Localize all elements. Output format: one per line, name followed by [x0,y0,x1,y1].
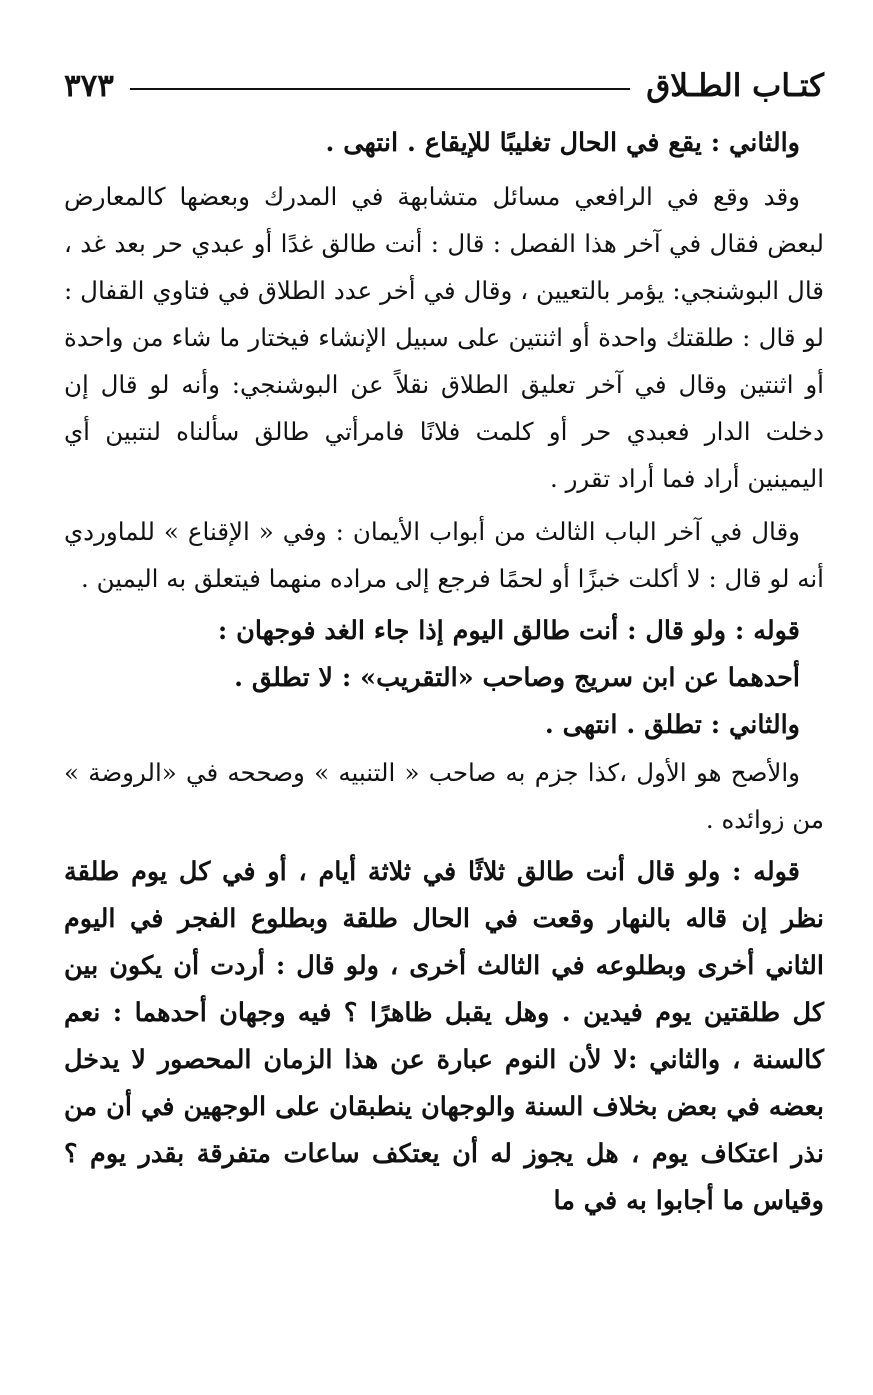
document-page [64,60,824,1225]
page-number: ٣٧٣ [64,68,114,104]
paragraph: قوله : ولو قال أنت طالق ثلاثًا في ثلاثة أيام ، أو في كل يوم طلقة نظر إن قاله بالنهار وقعت في الحال طلقة وبطلوع الفجر في اليوم الثاني أخرى وبطلوعه في الثالث أخرى ، ولو قال : أردت أن يكون بين كل طلقتين يوم فيدين . وهل يقبل ظاهرًا ؟ فيه وجهان أحدهما : نعم كالسنة ، والثاني :لا لأن النوم عبارة عن هذا الزمان المحصور لا يدخل بعضه في بعض بخلاف السنة والوجهان ينطبقان على الوجهين في أن من نذر اعتكاف يوم ، هل يجوز له أن يعتكف ساعات متفرقة بقدر يوم ؟ وقياس ما أجابوا به في ما [64,857,824,1216]
header-rule [130,88,630,90]
paragraph: والأصح هو الأول ،كذا جزم به صاحب « التنبيه » وصححه في «الروضة » من زوائده . [64,758,824,834]
chapter-title: كتـاب الطـلاق [646,68,824,104]
paragraph: قوله : ولو قال : أنت طالق اليوم إذا جاء الغد فوجهان : [217,616,800,646]
paragraph: أحدهما عن ابن سريج وصاحب «التقريب» : لا تطلق . [234,663,800,693]
paragraph: والثاني : يقع في الحال تغليبًا للإيقاع . انتهى . [325,128,800,158]
paragraph: والثاني : تطلق . انتهى . [544,710,800,740]
paragraph: وقال في آخر الباب الثالث من أبواب الأيمان : وفي « الإقناع » للماوردي أنه لو قال : لا أكلت خبزًا أو لحمًا فرجع إلى مراده منهما فيتعلق به اليمين . [64,517,824,593]
running-header [64,60,824,112]
paragraph: وقد وقع في الرافعي مسائل متشابهة في المدرك وبعضها كالمعارض لبعض فقال في آخر هذا الفصل : قال : أنت طالق غدًا أو عبدي حر بعد غد ، قال البوشنجي: يؤمر بالتعيين ، وقال في أخر عدد الطلاق في فتاوي القفال : لو قال : طلقتك واحدة أو اثنتين على سبيل الإنشاء فيختار ما شاء من واحدة أو اثنتين وقال في آخر تعليق الطلاق نقلاً عن البوشنجي: وأنه لو قال إن دخلت الدار فعبدي حر أو كلمت فلانًا فامرأتي طالق سألناه لنتبين أي اليمينين أراد فما أراد تقرر . [64,182,824,493]
